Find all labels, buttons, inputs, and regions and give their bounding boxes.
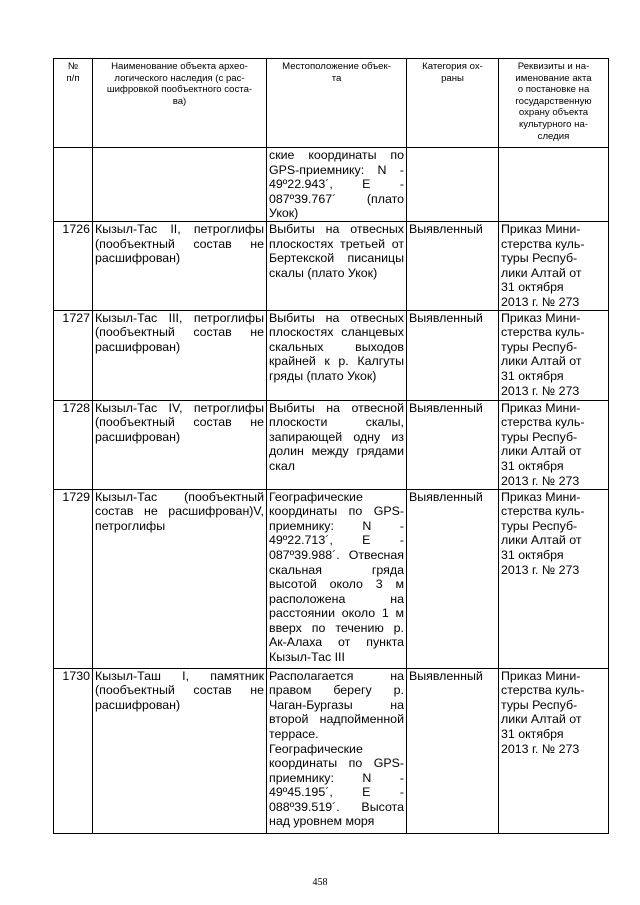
header-act: Реквизиты и на- именование акта о постановке на государственную охрану объекта культурного на- следия <box>499 59 609 148</box>
cell-location: Выбиты на отвесных плоскостях третьей от Бертекской писаницы скалы (плато Укок) <box>267 221 407 310</box>
cell-act: Приказ Мини- стерства куль- туры Респуб- лики Алтай от 31 октября 2013 г. № 273 <box>499 310 609 400</box>
table-row <box>54 489 609 668</box>
cell-category: Выявленный <box>407 668 499 833</box>
header-category: Категория ох- раны <box>407 59 499 148</box>
header-number: № п/п <box>54 59 93 148</box>
cell-act: Приказ Мини- стерства куль- туры Респуб- лики Алтай от 31 октября 2013 г. № 273 <box>499 668 609 833</box>
cell-act: Приказ Мини- стерства куль- туры Респуб- лики Алтай от 31 октября 2013 г. № 273 <box>499 221 609 310</box>
header-object-name: Наименование объекта архео- логического наследия (с рас- шифровкой пообъектного соста- ва) <box>93 59 267 148</box>
cell-object-name: Кызыл-Тас II, петроглифы (пообъектный состав не расшифрован) <box>93 221 267 310</box>
cell-act: Приказ Мини- стерства куль- туры Респуб- лики Алтай от 31 октября 2013 г. № 273 <box>499 400 609 489</box>
header-location: Местоположение объек- та <box>267 59 407 148</box>
cell-location: Выбиты на отвесных плоскостях сланцевых скальных выходов крайней к р. Калгуты гряды (плато Укок) <box>267 310 407 400</box>
cell-category: Выявленный <box>407 221 499 310</box>
cell-category: Выявленный <box>407 400 499 489</box>
page-number: 458 <box>312 877 328 888</box>
cell-number: 1728 <box>54 400 93 489</box>
table-row-continuation <box>54 148 609 222</box>
cell-number: 1726 <box>54 221 93 310</box>
table-header-row <box>54 59 609 148</box>
cell-object-name: Кызыл-Таш I, памятник (пообъектный состав не расшифрован) <box>93 668 267 833</box>
cell-number: 1727 <box>54 310 93 400</box>
cell-object-name <box>93 148 267 222</box>
cell-location: ские координаты по GPS-приемнику: N - 49º22.943´, E - 087º39.767´ (плато Укок) <box>267 148 407 222</box>
cell-number <box>54 148 93 222</box>
cell-number: 1730 <box>54 668 93 833</box>
table-row <box>54 310 609 400</box>
cell-object-name: Кызыл-Тас IV, петроглифы (пообъектный состав не расшифрован) <box>93 400 267 489</box>
table-row <box>54 400 609 489</box>
cell-category: Выявленный <box>407 489 499 668</box>
cell-act <box>499 148 609 222</box>
table-row <box>54 221 609 310</box>
cell-object-name: Кызыл-Тас (пообъектный состав не расшифрован)V, петроглифы <box>93 489 267 668</box>
cell-location: Располагается на правом берегу р. Чаган-Бургазы на второй надпойменной террасе. Географические координаты по GPS-приемнику: N - 49º45.195´, E - 088º39.519´. Высота над уровнем моря <box>267 668 407 833</box>
cell-category: Выявленный <box>407 310 499 400</box>
cell-location: Выбиты на отвесной плоскости скалы, запирающей одну из долин между грядами скал <box>267 400 407 489</box>
cell-location: Географические координаты по GPS-приемнику: N - 49º22.713´, E - 087º39.988´. Отвесная скальная гряда высотой около 3 м расположена на расстоянии около 1 м вверх по течению р. Ак-Алаха от пункта Кызыл-Тас III <box>267 489 407 668</box>
cell-number: 1729 <box>54 489 93 668</box>
cell-category <box>407 148 499 222</box>
heritage-register-table <box>53 58 609 834</box>
cell-object-name: Кызыл-Тас III, петроглифы (пообъектный состав не расшифрован) <box>93 310 267 400</box>
cell-act: Приказ Мини- стерства куль- туры Респуб- лики Алтай от 31 октября 2013 г. № 273 <box>499 489 609 668</box>
table-row <box>54 668 609 833</box>
